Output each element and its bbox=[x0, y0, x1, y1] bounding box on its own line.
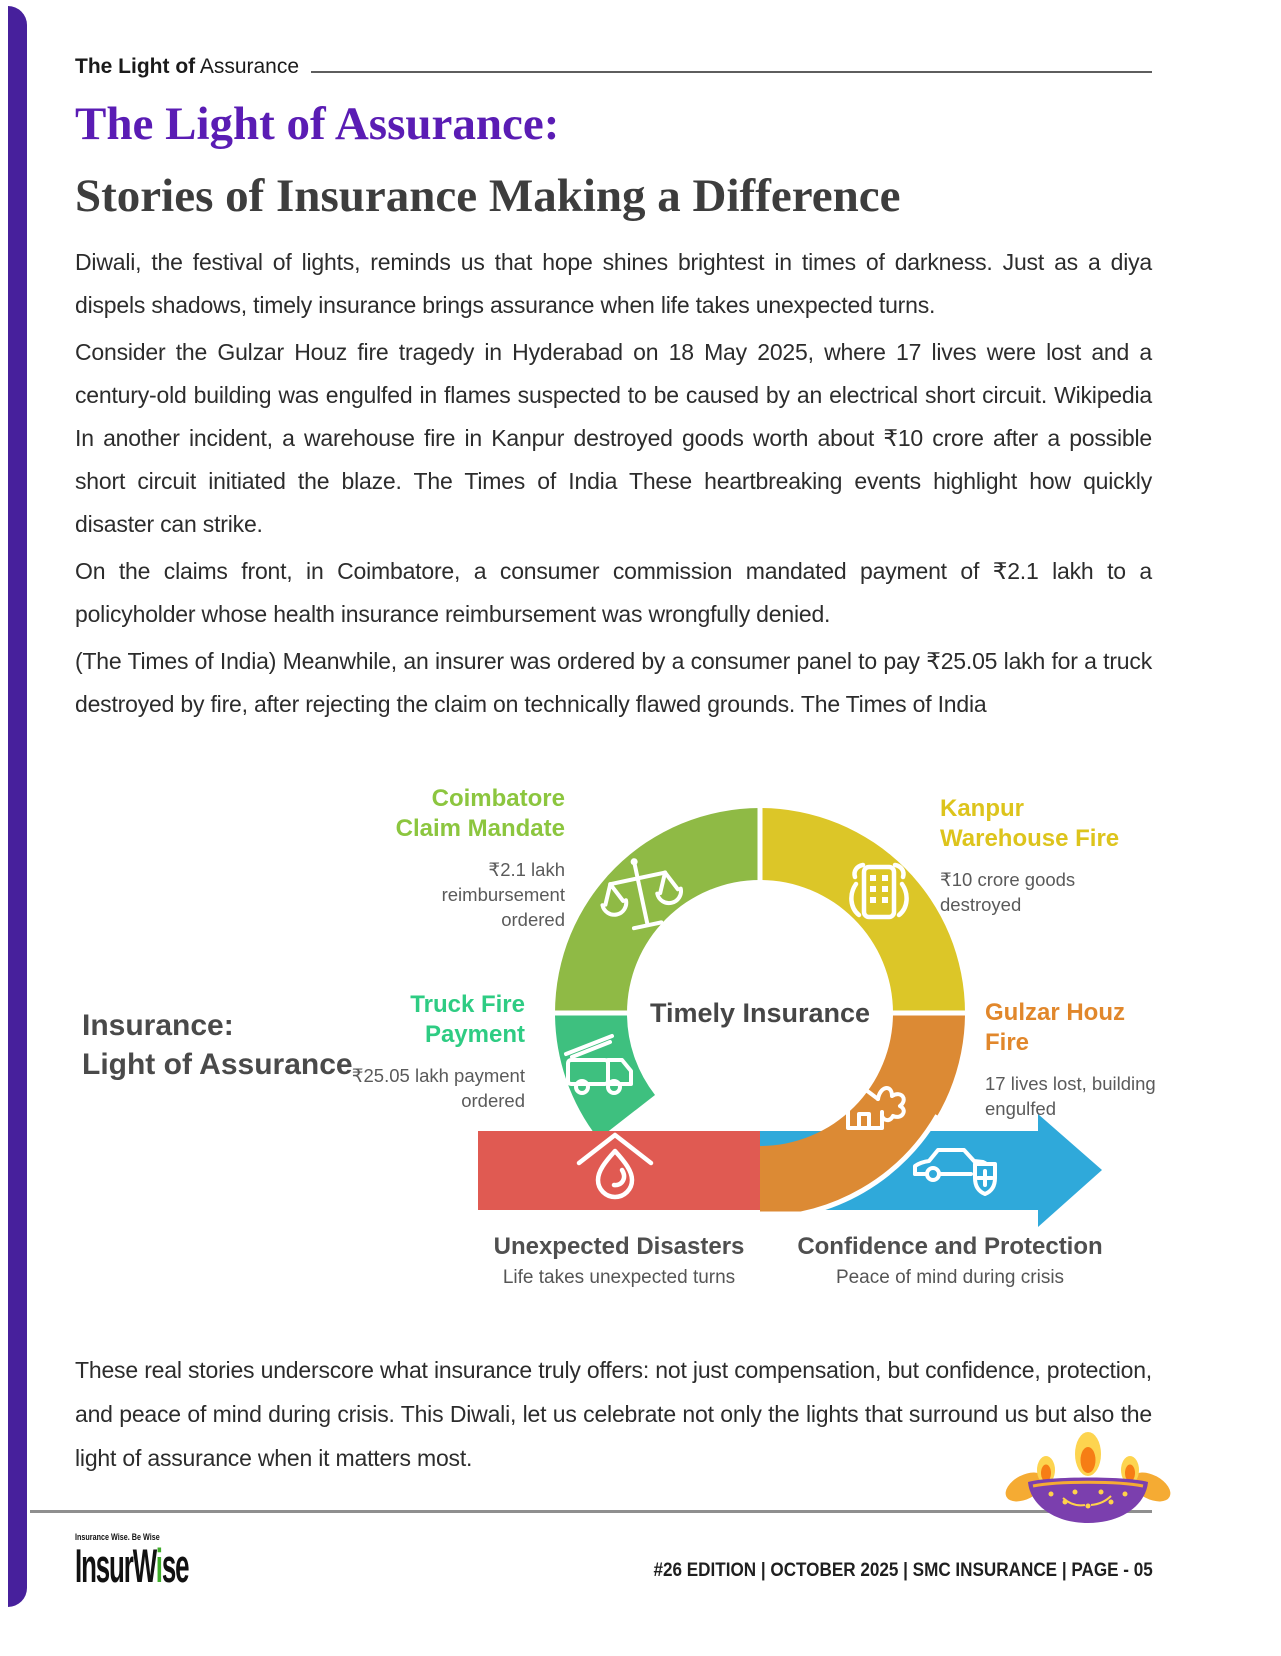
caption-confidence-protection: Confidence and Protection Peace of mind during crisis bbox=[797, 1233, 1103, 1288]
label-kanpur: Kanpur Warehouse Fire ₹10 crore goods destroyed bbox=[940, 795, 1120, 915]
insurwise-logo bbox=[75, 1532, 281, 1590]
donut-center-label: Timely Insurance bbox=[649, 998, 871, 1028]
paragraph-3: On the claims front, in Coimbatore, a consumer commission mandated payment of ₹2.1 lakh to a policyholder whose health insurance reimbursement was wrongfully denied. bbox=[75, 558, 1152, 627]
segment-coimbatore bbox=[555, 808, 760, 1013]
caption-unexpected-disasters: Unexpected Disasters Life takes unexpected turns bbox=[493, 1233, 745, 1288]
edition-info: #26 EDITION | OCTOBER 2025 | SMC INSURANCE | PAGE - 05 bbox=[653, 1560, 1153, 1581]
label-truck-fire: Truck Fire Payment ₹25.05 lakh payment ordered bbox=[351, 991, 525, 1111]
diya-illustration bbox=[1003, 1430, 1173, 1526]
logo-tagline: Insurance Wise. Be Wise bbox=[75, 1532, 160, 1542]
page-title-line2: Stories of Insurance Making a Difference bbox=[75, 170, 901, 222]
eyebrow-rest: Assurance bbox=[195, 55, 300, 78]
label-gulzar-houz: Gulzar Houz Fire 17 lives lost, building engulfed bbox=[985, 999, 1156, 1119]
label-coimbatore: Coimbatore Claim Mandate ₹2.1 lakh reimbursement ordered bbox=[395, 785, 565, 930]
timely-insurance-infographic bbox=[60, 778, 1220, 1338]
article-body bbox=[75, 241, 1152, 730]
page-title-line1: The Light of Assurance: bbox=[75, 98, 560, 150]
eyebrow-header bbox=[75, 55, 1152, 79]
side-title: Insurance: Light of Assurance bbox=[82, 1009, 353, 1081]
paragraph-4: (The Times of India) Meanwhile, an insurer was ordered by a consumer panel to pay ₹25.05 lakh for a truck destroyed by fire, after rejecting the claim on technically flawed grounds. The Times of India bbox=[75, 648, 1152, 717]
paragraph-1: Diwali, the festival of lights, reminds us that hope shines brightest in times of darkness. Just as a diya dispels shadows, timely insurance brings assurance when life takes unexpected turns. bbox=[75, 249, 1152, 318]
eyebrow-bold: The Light of bbox=[75, 55, 196, 78]
diya-icon bbox=[1003, 1430, 1173, 1526]
bottom-trim bbox=[696, 1212, 846, 1226]
left-accent-bar bbox=[8, 6, 27, 1607]
eyebrow-rule bbox=[311, 71, 1152, 73]
paragraph-2: Consider the Gulzar Houz fire tragedy in Hyderabad on 18 May 2025, where 17 lives were lost and a century-old building was engulfed in flames suspected to be caused by an electrical short circuit. Wikipedia In another incident, a warehouse fire in Kanpur destroyed goods worth about ₹10 crore after a possible short circuit initiated the blaze. The Times of India These heartbreaking events highlight how quickly disaster can strike. bbox=[75, 339, 1152, 537]
logo-green-i: i bbox=[155, 1539, 162, 1592]
closing-paragraph: These real stories underscore what insurance truly offers: not just compensation, but confidence, protection, and peace of mind during crisis. This Diwali, let us celebrate not only the lights that surround us but also the light of assurance when it matters most. bbox=[75, 1357, 1152, 1471]
page-title bbox=[75, 98, 1195, 222]
footer-divider bbox=[30, 1510, 1152, 1513]
logo-wordmark: InsurWise bbox=[75, 1539, 189, 1592]
